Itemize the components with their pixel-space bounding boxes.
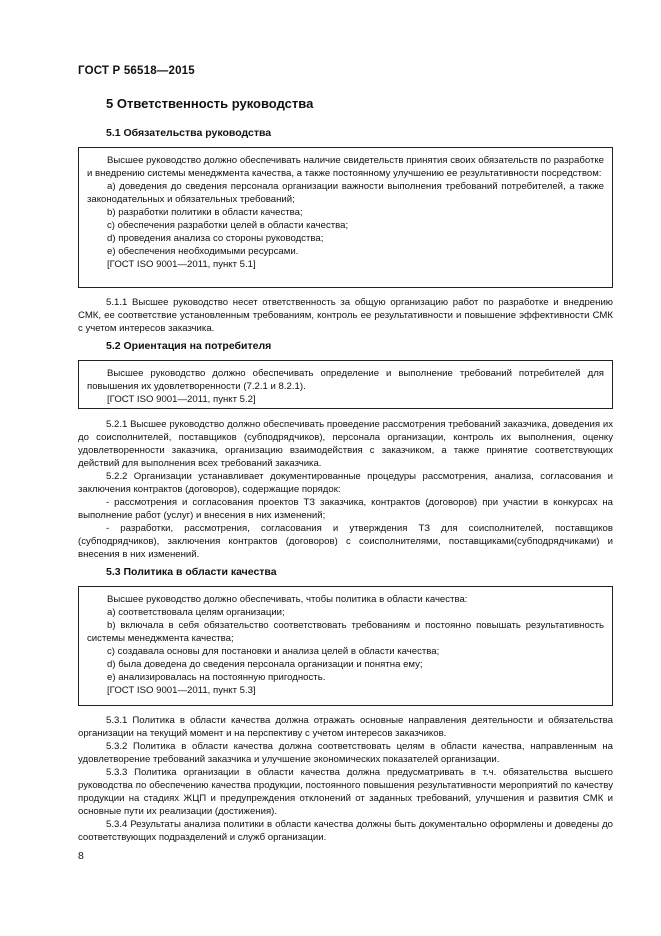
quote-item: d) была доведена до сведения персонала организации и понятна ему; (107, 659, 423, 670)
list-item: - рассмотрения и согласования проектов ТЗ заказчика, контрактов (договоров) при участии в конкурсах на выполнение работ (услуг) и внесения в них изменений; (78, 497, 613, 521)
paragraph: 5.2.2 Организации устанавливает документированные процедуры рассмотрения, анализа, согласования и заключения контрактов (договоров), содержащие порядок: (78, 471, 613, 495)
quote-item: a) соответствовала целям организации; (107, 607, 285, 618)
quote-item: c) обеспечения разработки целей в области качества; (107, 220, 349, 231)
quote-item: b) включала в себя обязательство соответствовать требованиям и постоянно повышать результативность системы менеджмента качества; (87, 620, 604, 644)
quote-item: d) проведения анализа со стороны руководства; (107, 233, 324, 244)
quote-reference: [ГОСТ ISO 9001—2011, пункт 5.3] (107, 685, 256, 696)
paragraph: 5.3.3 Политика организации в области качества должна предусматривать в т.ч. обязательства высшего руководства по обеспечению качества продукции, постоянного повышения результативности мероприятий по качеству продукции на стадиях ЖЦП и предупреждения отклонений от заданных требований, улучшения и развития СМК и основные пути их реализации (достижения). (78, 767, 613, 817)
quote-box-5-2 (78, 360, 613, 409)
section-5-1-body (78, 296, 613, 335)
list-item: - разработки, рассмотрения, согласования и утверждения ТЗ для соисполнителей, поставщиков (субподрядчиков), заключения контрактов (договоров) с соисполнителями, поставщиками(субподрядчиками) и внесения в них изменений. (78, 523, 613, 560)
paragraph: 5.1.1 Высшее руководство несет ответственность за общую организацию работ по разработке и внедрению СМК, ее соответствие установленным требованиям, контроль ее результативности и повышение эффективности СМК с учетом интересов заказчика. (78, 297, 613, 334)
paragraph: 5.3.1 Политика в области качества должна отражать основные направления деятельности и обязательства организации на текущий момент и на перспективу с учетом интересов заказчиков. (78, 715, 613, 739)
quote-text: Высшее руководство должно обеспечивать определение и выполнение требований потребителей для повышения их удовлетворенности (7.2.1 и 8.2.1). (87, 368, 604, 392)
section-5-1-title: 5.1 Обязательства руководства (106, 127, 272, 139)
quote-item: b) разработки политики в области качества; (107, 207, 303, 218)
quote-box-5-3 (78, 586, 613, 706)
quote-item: e) обеспечения необходимыми ресурсами. (107, 246, 299, 257)
section-5-title: 5 Ответственность руководства (106, 96, 314, 111)
quote-text: Высшее руководство должно обеспечивать наличие свидетельств принятия своих обязательств по разработке и внедрению системы менеджмента качества, а также постоянному улучшению ее результативности посредством: (87, 155, 604, 179)
page-number: 8 (78, 850, 84, 862)
section-5-2-body (78, 418, 613, 561)
standard-header: ГОСТ Р 56518—2015 (78, 65, 195, 77)
quote-item: a) доведения до сведения персонала организации важности выполнения требований потребителей, а также законодательных и обязательных требований; (87, 181, 604, 205)
paragraph: 5.3.2 Политика в области качества должна соответствовать целям в области качества, направленным на удовлетворение требований заказчика и улучшение экономических показателей организации. (78, 741, 613, 765)
section-5-2-title: 5.2 Ориентация на потребителя (106, 340, 272, 352)
quote-box-5-1 (78, 147, 613, 288)
paragraph: 5.3.4 Результаты анализа политики в области качества должны быть документально оформлены и доведены до соответствующих подразделений и служб организации. (78, 819, 613, 843)
section-5-3-body (78, 714, 613, 844)
quote-reference: [ГОСТ ISO 9001—2011, пункт 5.1] (107, 259, 256, 270)
quote-reference: [ГОСТ ISO 9001—2011, пункт 5.2] (107, 394, 256, 405)
quote-item: c) создавала основы для постановки и анализа целей в области качества; (107, 646, 440, 657)
section-5-3-title: 5.3 Политика в области качества (106, 566, 277, 578)
paragraph: 5.2.1 Высшее руководство должно обеспечивать проведение рассмотрения требований заказчика, доведения их до соисполнителей, поставщиков (субподрядчиков), персонала организации, контроль их выполнения, оценку удовлетворенности заказчика, организацию взаимодействия с заказчиком, а также принятие соответствующих действий для выполнения всех требований заказчика. (78, 419, 613, 469)
quote-item: e) анализировалась на постоянную пригодность. (107, 672, 326, 683)
quote-text: Высшее руководство должно обеспечивать, чтобы политика в области качества: (107, 594, 468, 605)
